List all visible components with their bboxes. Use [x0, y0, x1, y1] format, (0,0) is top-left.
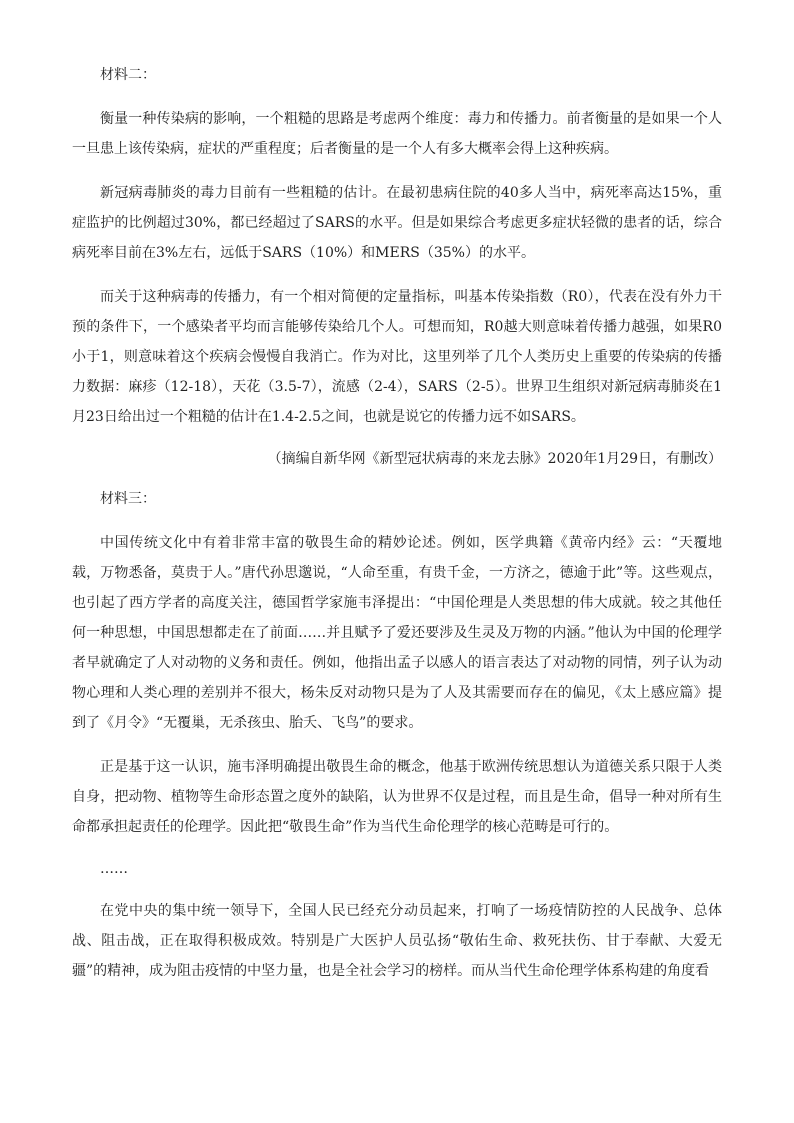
paragraph: 正是基于这一认识，施韦泽明确提出敬畏生命的概念，他基于欧洲传统思想认为道德关系只限于人类自身，把动物、植物等生命形态置之度外的缺陷，认为世界不仅是过程，而且是生命，倡导一种对所有生命都承担起责任的伦理学。因此把“敬畏生命”作为当代生命伦理学的核心范畴是可行的。: [72, 759, 722, 835]
paragraph: 新冠病毒肺炎的毒力目前有一些粗糙的估计。在最初患病住院的40多人当中，病死率高达15%，重症监护的比例超过30%，都已经超过了SARS的水平。但是如果综合考虑更多症状轻微的患者的话，综合病死率目前在3%左右，远低于SARS（10%）和MERS（35%）的水平。: [72, 185, 722, 261]
paragraph: 衡量一种传染病的影响，一个粗糙的思路是考虑两个维度：毒力和传播力。前者衡量的是如果一个人一旦患上该传染病，症状的严重程度；后者衡量的是一个人有多大概率会得上这种疾病。: [72, 111, 722, 157]
paragraph: 中国传统文化中有着非常丰富的敬畏生命的精妙论述。例如，医学典籍《黄帝内经》云：“天覆地载，万物悉备，莫贵于人。”唐代孙思邈说，“人命至重，有贵千金，一方济之，德逾于此”等。这些观点，也引起了西方学者的高度关注，德国哲学家施韦泽提出：“中国伦理是人类思想的伟大成就。较之其他任何一种思想，中国思想都走在了前面……并且赋予了爱还要涉及生灵及万物的内涵。”他认为中国的伦理学者早就确定了人对动物的义务和责任。例如，他指出孟子以感人的语言表达了对动物的同情，列子认为动物心理和人类心理的差别并不很大，杨朱反对动物只是为了人及其需要而存在的偏见，《太上感应篇》提到了《月令》“无覆巢，无杀孩虫、胎夭、飞鸟”的要求。: [72, 535, 722, 731]
source-citation: （摘编自新华网《新型冠状病毒的来龙去脉》2020年1月29日，有删改）: [267, 451, 722, 467]
ellipsis: ……: [100, 861, 128, 877]
paragraph: 在党中央的集中统一领导下，全国人民已经充分动员起来，打响了一场疫情防控的人民战争、总体战、阻击战，正在取得积极成效。特别是广大医护人员弘扬“敬佑生命、救死扶伤、甘于奉献、大爱无疆”的精神，成为阻击疫情的中坚力量，也是全社会学习的榜样。而从当代生命伦理学体系构建的角度看: [72, 903, 722, 979]
material-3-heading: 材料三：: [100, 491, 156, 507]
material-2-heading: 材料二：: [100, 67, 156, 83]
document-page: [72, 62, 722, 1000]
paragraph: 而关于这种病毒的传播力，有一个相对简便的定量指标，叫基本传染指数（R0），代表在没有外力干预的条件下，一个感染者平均而言能够传染给几个人。可想而知，R0越大则意味着传播力越强，如果R0小于1，则意味着这个疾病会慢慢自我消亡。作为对比，这里列举了几个人类历史上重要的传染病的传播力数据：麻疹（12-18），天花（3.5-7），流感（2-4），SARS（2-5）。世界卫生组织对新冠病毒肺炎在1月23日给出过一个粗糙的估计在1.4-2.5之间，也就是说它的传播力远不如SARS。: [72, 289, 722, 425]
